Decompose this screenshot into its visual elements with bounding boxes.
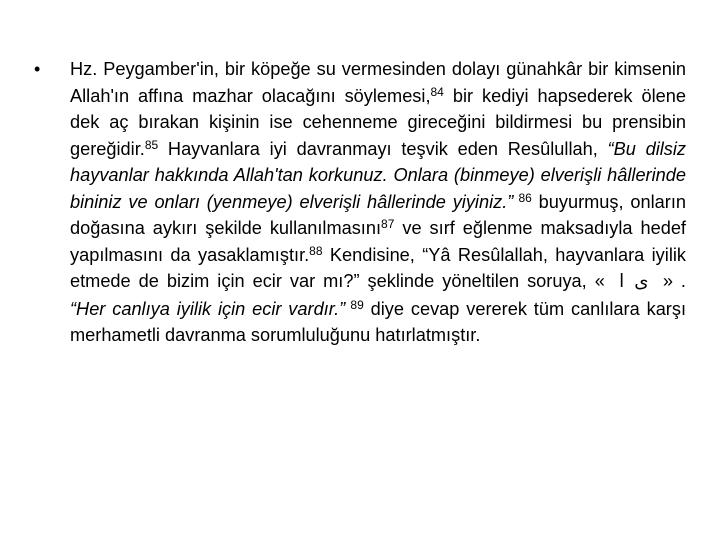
text-segment: bir kediyi hapsederek ölene dek aç bırakan kişinin ise cehenneme gireceğini bildirmesi bu prensibin gereğidir. — [70, 85, 686, 159]
arabic-letter-a: ا — [619, 271, 625, 292]
footnote-85: 85 — [144, 137, 159, 152]
hadith-quote: “Bu dilsiz hayvanlar hakkında Allah'tan korkunuz. Onlara (binmeye) elverişli hâllerinde bininiz ve onları (yenmeye) elverişli hâllerinde yiyiniz.” — [70, 138, 687, 212]
text-segment: diye cevap vererek tüm canlılara karşı merhametli davranma sorumluluğunu hatırlatmıştır. — [70, 298, 687, 345]
footnote-88: 88 — [309, 243, 323, 258]
footnote-84: 84 — [430, 84, 444, 99]
footnote-87: 87 — [381, 217, 395, 231]
text-segment: Kendisine, “Yâ Resûlallah, hayvanlara iyilik etmede de bizim için ecir var mı?” şeklinde yöneltilen soruya, « — [70, 244, 686, 291]
hadith-quote: “Her canlıya iyilik için ecir vardır.” — [70, 298, 346, 319]
text-segment: » . — [662, 271, 686, 291]
footnote-89: 89 — [345, 297, 364, 312]
text-segment: Hayvanlara iyi davranmayı teşvik eden Resûlullah, — [158, 138, 608, 159]
arabic-letter-b: ى — [634, 271, 649, 292]
text-segment: Hz. Peygamber'in, bir köpeğe su vermesinden dolayı günahkâr bir kimsenin Allah'ın affına mazhar olacağını söylemesi, — [70, 59, 686, 106]
body-paragraph — [70, 56, 686, 349]
text-segment: buyurmuş, onların doğasına aykırı şekilde kullanılmasını — [70, 191, 686, 238]
text-segment: ve sırf eğlenme maksadıyla hedef yapılmasını da yasaklamıştır. — [70, 218, 686, 265]
footnote-86: 86 — [513, 190, 532, 205]
arabic-text — [605, 269, 663, 296]
bullet-marker: • — [34, 59, 41, 79]
